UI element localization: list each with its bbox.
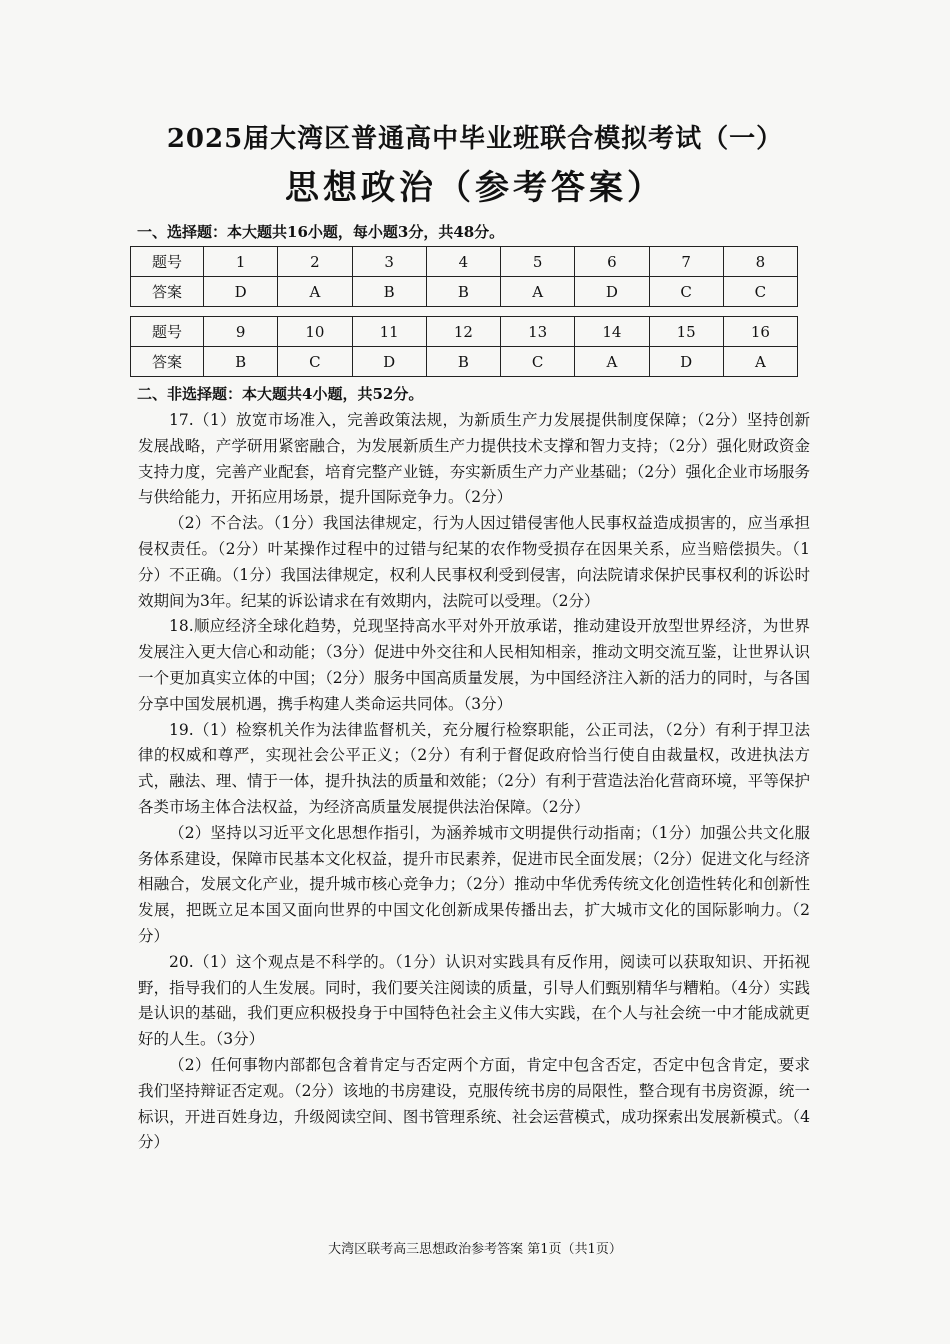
answer-table-2 (130, 316, 798, 377)
answer-cell: C (278, 347, 352, 377)
answer-cell: D (575, 277, 649, 307)
answer-cell: C (501, 347, 575, 377)
exam-title: 2025届大湾区普通高中毕业班联合模拟考试（一） (166, 124, 784, 154)
question-number: 8 (723, 247, 797, 277)
question-number: 13 (501, 317, 575, 347)
answer-paragraph-20-1: 20.（1）这个观点是不科学的。（1分）认识对实践具有反作用，阅读可以获取知识、开拓视野，指导我们的人生发展。同时，我们要关注阅读的质量，引导人们甄别精华与糟粕。（4分）实践是认识的基础，我们更应积极投身于中国特色社会主义伟大实践，在个人与社会统一中才能成就更好的人生。（3分） (138, 952, 810, 1049)
row-label: 答案 (131, 347, 204, 377)
answer-cell: A (723, 347, 797, 377)
answer-cell: D (204, 277, 278, 307)
section1-heading: 一、选择题：本大题共16小题，每小题3分，共48分。 (137, 223, 505, 241)
answer-cell: A (278, 277, 352, 307)
question-number-row (131, 247, 798, 277)
answer-cell: C (649, 277, 723, 307)
answer-row (131, 277, 798, 307)
answer-table-1 (130, 246, 798, 307)
question-number-row (131, 317, 798, 347)
answer-paragraph-18: 18.顺应经济全球化趋势，兑现坚持高水平对外开放承诺，推动建设开放型世界经济，为世界发展注入更大信心和动能；（3分）促进中外交往和人民相知相亲，推动文明交流互鉴，让世界认识一个更加真实立体的中国；（2分）服务中国高质量发展，为中国经济注入新的活力的同时，与各国分享中国发展机遇，携手构建人类命运共同体。（3分） (138, 617, 810, 713)
answer-paragraph-20-2: （2）任何事物内部都包含着肯定与否定两个方面，肯定中包含否定，否定中包含肯定，要求我们坚持辩证否定观。（2分）该地的书房建设，克服传统书房的局限性，整合现有书房资源，统一标识，开进百姓身边，升级阅读空间、图书管理系统、社会运营模式，成功探索出发展新模式。（4分） (138, 1055, 810, 1152)
page-footer: 大湾区联考高三思想政治参考答案 第1页（共1页） (328, 1242, 622, 1257)
question-number: 14 (575, 317, 649, 347)
question-number: 4 (426, 247, 500, 277)
answer-paragraph-19-2: （2）坚持以习近平文化思想作指引，为涵养城市文明提供行动指南；（1分）加强公共文化服务体系建设，保障市民基本文化权益，提升市民素养，促进市民全面发展；（2分）促进文化与经济相融合，发展文化产业，提升城市核心竞争力；（2分）推动中华优秀传统文化创造性转化和创新性发展，把既立足本国又面向世界的中国文化创新成果传播出去，扩大城市文化的国际影响力。（2分） (138, 823, 810, 945)
answer-cell: B (352, 277, 426, 307)
question-number: 9 (204, 317, 278, 347)
question-number: 15 (649, 317, 723, 347)
answer-cell: C (723, 277, 797, 307)
subject-title: 思想政治（参考答案） (285, 168, 665, 208)
answer-cell: B (426, 347, 500, 377)
answer-cell: D (352, 347, 426, 377)
question-number: 12 (426, 317, 500, 347)
row-label: 答案 (131, 277, 204, 307)
answer-paragraph-17-2: （2）不合法。（1分）我国法律规定，行为人因过错侵害他人民事权益造成损害的，应当承担侵权责任。（2分）叶某操作过程中的过错与纪某的农作物受损存在因果关系，应当赔偿损失。（1分）不正确。（1分）我国法律规定，权利人民事权利受到侵害，向法院请求保护民事权利的诉讼时效期间为3年。纪某的诉讼请求在有效期内，法院可以受理。（2分） (138, 514, 810, 610)
answer-cell: A (501, 277, 575, 307)
row-label: 题号 (131, 247, 204, 277)
question-number: 1 (204, 247, 278, 277)
answer-cell: A (575, 347, 649, 377)
answer-cell: B (204, 347, 278, 377)
question-number: 11 (352, 317, 426, 347)
question-number: 7 (649, 247, 723, 277)
answer-body (138, 408, 810, 1156)
row-label: 题号 (131, 317, 204, 347)
question-number: 6 (575, 247, 649, 277)
answer-paragraph-17-1: 17.（1）放宽市场准入，完善政策法规，为新质生产力发展提供制度保障；（2分）坚持创新发展战略，产学研用紧密融合，为发展新质生产力提供技术支撑和智力支持；（2分）强化财政资金支持力度，完善产业配套，培育完整产业链，夯实新质生产力产业基础；（2分）强化企业市场服务与供给能力，开拓应用场景，提升国际竞争力。（2分） (138, 411, 810, 507)
answer-cell: D (649, 347, 723, 377)
question-number: 10 (278, 317, 352, 347)
question-number: 2 (278, 247, 352, 277)
answer-cell: B (426, 277, 500, 307)
question-number: 3 (352, 247, 426, 277)
question-number: 5 (501, 247, 575, 277)
question-number: 16 (723, 317, 797, 347)
section2-heading: 二、非选择题：本大题共4小题，共52分。 (137, 385, 424, 403)
answer-row (131, 347, 798, 377)
answer-paragraph-19-1: 19.（1）检察机关作为法律监督机关，充分履行检察职能，公正司法，（2分）有利于捍卫法律的权威和尊严，实现社会公平正义；（2分）有利于督促政府恰当行使自由裁量权，改进执法方式，融法、理、情于一体，提升执法的质量和效能；（2分）有利于营造法治化营商环境，平等保护各类市场主体合法权益，为经济高质量发展提供法治保障。（2分） (138, 720, 810, 816)
